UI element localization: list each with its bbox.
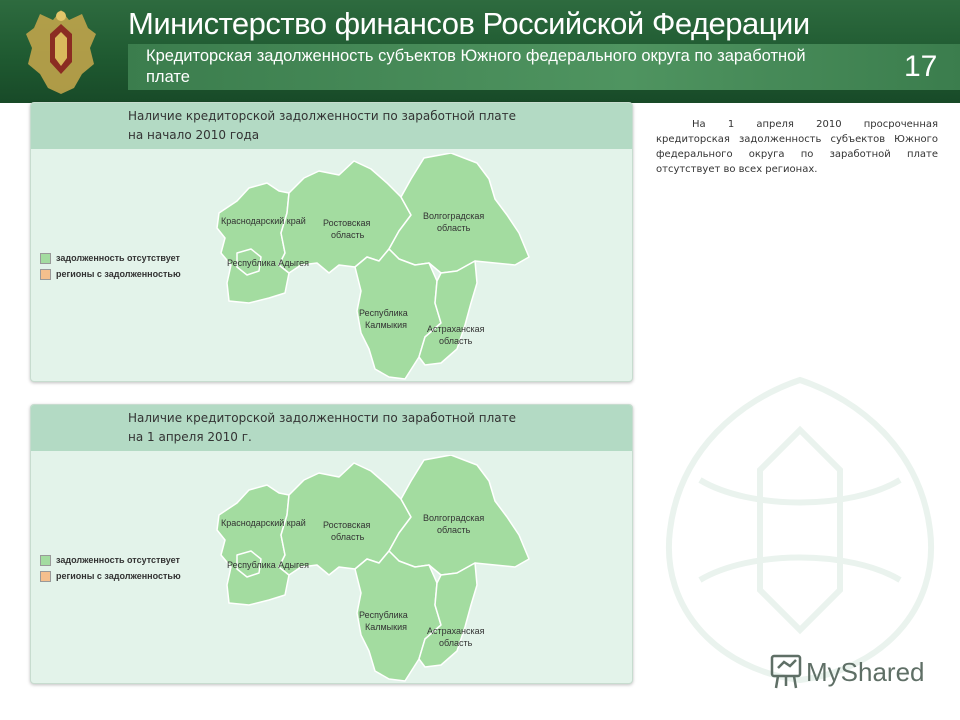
label-volgograd-1: Волгоградская [423, 211, 485, 221]
label-kalmykia-2: Калмыкия [365, 320, 407, 330]
southern-district-map [189, 153, 549, 382]
label-kalmykia-1: Республика [359, 308, 408, 318]
label-volgograd-1: Волгоградская [423, 513, 485, 523]
summary-text: На 1 апреля 2010 просроченная кредиторская задолженность субъектов Южного федерального округа по заработной плате отсутствует во всех регионах. [656, 119, 938, 175]
presentation-board-icon [772, 656, 800, 688]
legend-swatch-with-debt [40, 269, 51, 280]
label-astrakhan-1: Астраханская [427, 626, 485, 636]
slide-title: Кредиторская задолженность субъектов Южного федерального округа по заработной плате [146, 47, 806, 86]
legend-item-with-debt: регионы с задолженностью [40, 568, 181, 584]
label-rostov-2: область [331, 230, 365, 240]
region-krasnodar [217, 485, 289, 605]
label-krasnodar: Краснодарский край [221, 518, 306, 528]
map-legend [40, 552, 181, 584]
southern-district-map [189, 455, 549, 684]
label-adygea: Республика Адыгея [227, 560, 309, 570]
legend-item-with-debt: регионы с задолженностью [40, 266, 181, 282]
label-astrakhan-2: область [439, 638, 473, 648]
ministry-name: Министерство финансов Российской Федерации [128, 6, 810, 41]
legend-swatch-no-debt [40, 253, 51, 264]
label-volgograd-2: область [437, 525, 471, 535]
label-rostov-1: Ростовская [323, 520, 371, 530]
legend-item-no-debt: задолженность отсутствует [40, 552, 181, 568]
myshared-logo [768, 650, 928, 694]
page-number: 17 [904, 50, 938, 83]
region-krasnodar [217, 183, 289, 303]
panel-title: Наличие кредиторской задолженности по заработной плате на начало 2010 года [128, 109, 516, 142]
label-rostov-2: область [331, 532, 365, 542]
label-rostov-1: Ростовская [323, 218, 371, 228]
map-legend [40, 250, 181, 282]
map-panel-start-2010 [30, 102, 633, 382]
panel-title: Наличие кредиторской задолженности по заработной плате на 1 апреля 2010 г. [128, 411, 516, 444]
legend-swatch-no-debt [40, 555, 51, 566]
label-adygea: Республика Адыгея [227, 258, 309, 268]
watermark-emblem-icon [640, 360, 960, 700]
label-kalmykia-1: Республика [359, 610, 408, 620]
watermark-text: MyShared [806, 657, 925, 687]
label-astrakhan-2: область [439, 336, 473, 346]
map-panel-april-2010 [30, 404, 633, 684]
legend-swatch-with-debt [40, 571, 51, 582]
label-astrakhan-1: Астраханская [427, 324, 485, 334]
ministry-emblem-icon [22, 4, 100, 99]
label-krasnodar: Краснодарский край [221, 216, 306, 226]
label-kalmykia-2: Калмыкия [365, 622, 407, 632]
legend-item-no-debt: задолженность отсутствует [40, 250, 181, 266]
label-volgograd-2: область [437, 223, 471, 233]
